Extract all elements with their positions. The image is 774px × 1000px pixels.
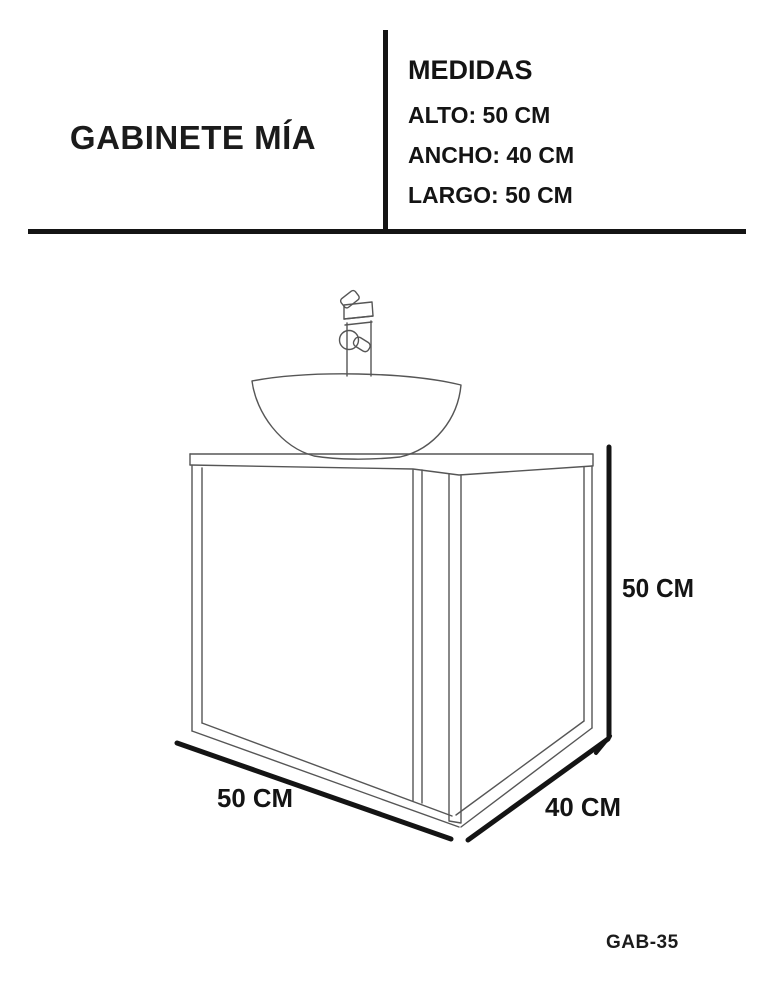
depth-dimension-label: 40 CM [545, 792, 621, 822]
faucet-drawing [339, 289, 373, 376]
height-dimension-label: 50 CM [622, 573, 694, 603]
width-dimension-label: 50 CM [217, 783, 293, 813]
specs-heading: MEDIDAS [408, 55, 533, 85]
sink-bowl-drawing [252, 374, 461, 459]
spec-largo: LARGO: 50 CM [408, 182, 573, 208]
page-title: GABINETE MÍA [69, 119, 317, 156]
spec-alto: ALTO: 50 CM [408, 102, 551, 128]
product-code: GAB-35 [606, 932, 679, 953]
spec-ancho: ANCHO: 40 CM [408, 142, 575, 168]
